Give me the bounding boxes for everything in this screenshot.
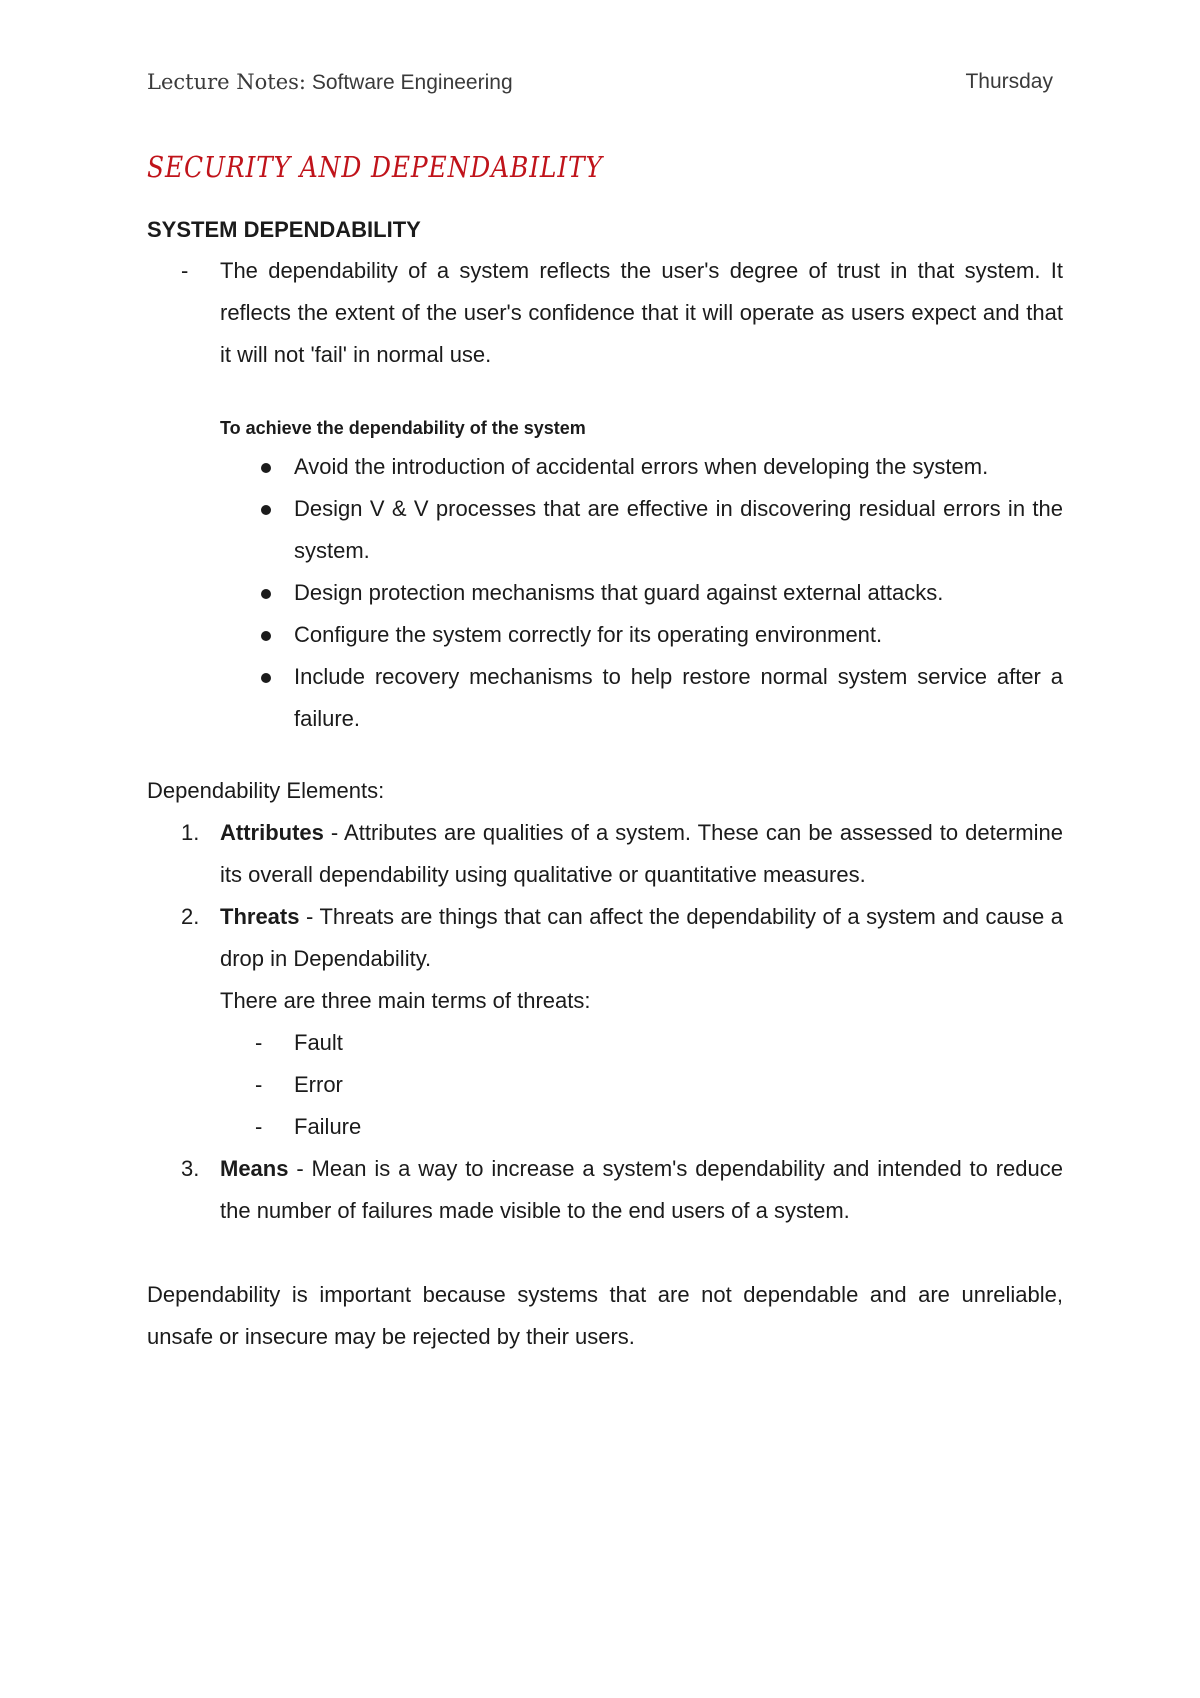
element-item-attributes (147, 812, 1063, 896)
list-item-text: Design protection mechanisms that guard against external attacks. (294, 580, 944, 605)
item-term: Attributes (220, 820, 324, 845)
bullet-icon (261, 505, 271, 515)
item-number: 1. (181, 820, 200, 845)
item-term: Threats (220, 904, 300, 929)
threat-term (147, 1022, 1063, 1064)
list-item-text: Include recovery mechanisms to help restore normal system service after a failure. (294, 664, 1063, 731)
definition-item (147, 250, 1063, 376)
bullet-icon (261, 673, 271, 683)
list-item (147, 572, 1063, 614)
threat-term (147, 1064, 1063, 1106)
dash-marker: - (255, 1072, 263, 1097)
page-header (147, 70, 1053, 100)
achieve-heading: To achieve the dependability of the system (220, 418, 586, 438)
list-item-text: Design V & V processes that are effective in discovering residual errors in the system. (294, 496, 1063, 563)
element-item-means (147, 1148, 1063, 1232)
bullet-icon (261, 631, 271, 641)
element-item-threats (147, 896, 1063, 980)
course-name: Software Engineering (311, 71, 513, 94)
closing-paragraph: Dependability is important because systems that are not dependable and are unreliable, unsafe or insecure may be rejected by their users. (147, 1282, 1063, 1349)
page-title: SECURITY AND DEPENDABILITY (147, 150, 603, 184)
dash-marker: - (181, 258, 189, 283)
dash-marker: - (255, 1030, 263, 1055)
item-number: 3. (181, 1156, 200, 1181)
item-term: Means (220, 1156, 289, 1181)
day-label: Thursday (965, 70, 1053, 93)
list-item (147, 656, 1063, 740)
item-number: 2. (181, 904, 200, 929)
item-description: - Mean is a way to increase a system's dependability and intended to reduce the number of failures made visible to the end users of a system. (220, 1156, 1063, 1223)
item-description: - Attributes are qualities of a system. These can be assessed to determine its overall dependability using qualitative or quantitative measures. (220, 820, 1063, 887)
course-header (147, 70, 513, 95)
list-item-text: Avoid the introduction of accidental errors when developing the system. (294, 454, 989, 479)
list-item-text: Configure the system correctly for its operating environment. (294, 622, 883, 647)
course-label: Lecture Notes: (147, 70, 306, 94)
threats-intro: There are three main terms of threats: (220, 988, 591, 1013)
achieve-list (147, 446, 1063, 740)
page-content (147, 150, 1063, 1358)
list-item (147, 488, 1063, 572)
item-description: - Threats are things that can affect the dependability of a system and cause a drop in Dependability. (220, 904, 1063, 971)
threat-term-text: Fault (294, 1030, 343, 1055)
threat-term-text: Failure (294, 1114, 362, 1139)
threat-term-text: Error (294, 1072, 343, 1097)
definition-text: The dependability of a system reflects the user's degree of trust in that system. It reflects the extent of the user's confidence that it will operate as users expect and that it will not 'fail' in normal use. (220, 258, 1063, 367)
section-heading: SYSTEM DEPENDABILITY (147, 217, 421, 242)
bullet-icon (261, 463, 271, 473)
dash-marker: - (255, 1114, 263, 1139)
bullet-icon (261, 589, 271, 599)
list-item (147, 614, 1063, 656)
elements-label: Dependability Elements: (147, 778, 385, 803)
threat-term (147, 1106, 1063, 1148)
list-item (147, 446, 1063, 488)
